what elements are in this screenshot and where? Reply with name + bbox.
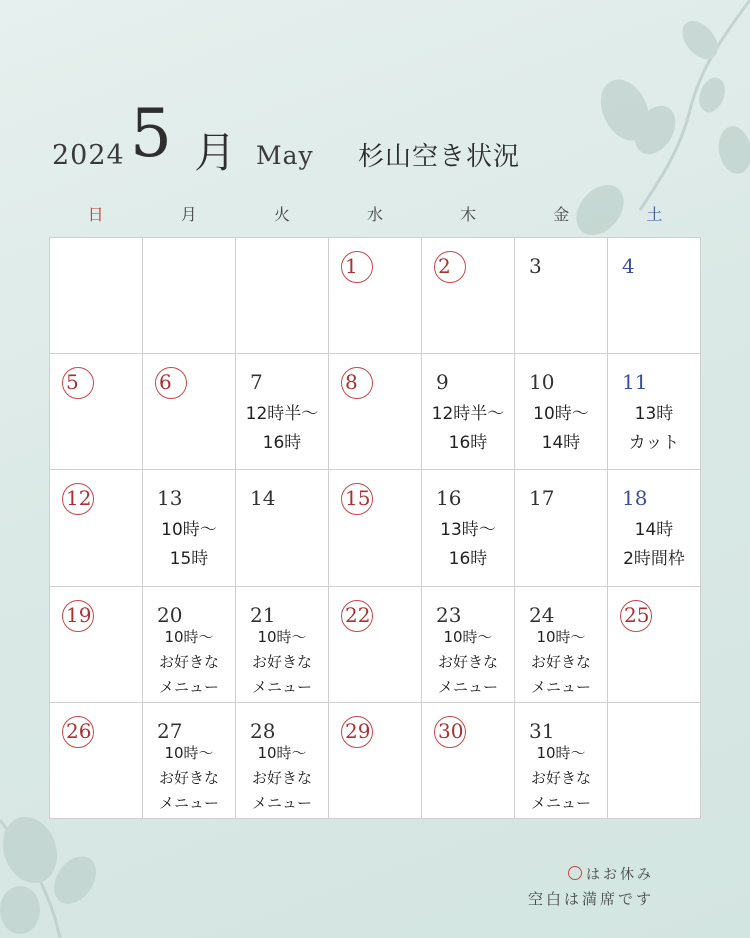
day-number-text: 11 <box>622 370 648 395</box>
day-number <box>436 252 464 280</box>
calendar-day-12 <box>50 470 143 586</box>
availability-note: 10時〜 お好きな メニュー <box>437 627 498 696</box>
page-title: 杉山空き状況 <box>358 142 521 172</box>
day-number <box>436 368 464 396</box>
calendar-day-4 <box>608 238 701 354</box>
day-number-text: 6 <box>159 370 172 395</box>
weekday-header-row <box>49 202 701 230</box>
calendar-day-14 <box>236 470 329 586</box>
day-number <box>157 368 185 396</box>
calendar-grid <box>49 237 701 819</box>
legend-full-text: 空白は満席です <box>527 890 654 908</box>
calendar-day-3 <box>515 238 608 354</box>
day-number <box>343 717 371 745</box>
day-number-text: 2 <box>438 254 451 278</box>
day-number-text: 13 <box>157 486 183 511</box>
availability-note: 10時〜 14時 <box>533 404 589 454</box>
calendar-empty-cell <box>50 238 143 354</box>
day-number-text: 27 <box>157 718 183 743</box>
day-number-text: 19 <box>66 602 92 627</box>
day-number <box>64 368 92 396</box>
day-number <box>622 252 650 280</box>
availability-note: 10時〜 お好きな メニュー <box>251 743 312 812</box>
day-number <box>622 484 650 512</box>
day-number <box>64 484 92 512</box>
day-number-text: 22 <box>345 602 371 627</box>
calendar-day-2 <box>422 238 515 354</box>
weekday-wed: 水 <box>366 205 383 224</box>
day-number-text: 3 <box>529 254 542 278</box>
calendar-day-22 <box>329 587 422 703</box>
calendar-day-23 <box>422 587 515 703</box>
day-number-text: 10 <box>529 370 555 395</box>
availability-note: 13時〜 16時 <box>440 520 496 570</box>
calendar-day-18 <box>608 470 701 586</box>
calendar-empty-cell <box>236 238 329 354</box>
day-number <box>529 252 557 280</box>
day-number-text: 7 <box>250 370 263 395</box>
calendar-day-6 <box>143 354 236 470</box>
month-kanji: 月 <box>194 128 237 177</box>
month-number: 5 <box>130 95 172 172</box>
weekday-thu: 木 <box>460 205 477 224</box>
calendar-day-11 <box>608 354 701 470</box>
calendar-day-19 <box>50 587 143 703</box>
day-number <box>436 484 464 512</box>
legend-holiday <box>528 864 654 884</box>
year-label: 2024 <box>52 140 125 171</box>
weekday-mon: 月 <box>180 205 197 224</box>
day-number-text: 29 <box>345 718 371 743</box>
availability-note: 10時〜 お好きな メニュー <box>251 627 312 696</box>
day-number-text: 28 <box>250 718 276 743</box>
calendar-day-20 <box>143 587 236 703</box>
calendar-day-24 <box>515 587 608 703</box>
calendar-day-30 <box>422 703 515 819</box>
day-number <box>622 601 650 629</box>
calendar-day-26 <box>50 703 143 819</box>
day-number <box>64 601 92 629</box>
calendar-day-16 <box>422 470 515 586</box>
legend <box>528 864 654 909</box>
calendar-day-13 <box>143 470 236 586</box>
calendar-day-29 <box>329 703 422 819</box>
day-number-text: 26 <box>66 718 92 743</box>
day-number-text: 21 <box>250 602 276 627</box>
calendar-day-25 <box>608 587 701 703</box>
day-number <box>343 368 371 396</box>
day-number-text: 25 <box>624 602 650 627</box>
day-number <box>343 252 371 280</box>
calendar-day-8 <box>329 354 422 470</box>
day-number <box>64 717 92 745</box>
weekday-fri: 金 <box>553 205 570 224</box>
day-number-text: 23 <box>436 602 462 627</box>
day-number-text: 24 <box>529 602 555 627</box>
weekday-sun: 日 <box>87 205 104 224</box>
availability-note: 12時半〜 16時 <box>245 404 319 454</box>
availability-note: 12時半〜 16時 <box>431 404 505 454</box>
day-number-text: 18 <box>622 486 648 511</box>
day-number <box>529 484 557 512</box>
calendar-day-7 <box>236 354 329 470</box>
calendar-day-31 <box>515 703 608 819</box>
calendar-day-28 <box>236 703 329 819</box>
availability-note: 10時〜 お好きな メニュー <box>158 743 219 812</box>
calendar-day-5 <box>50 354 143 470</box>
availability-note: 10時〜 お好きな メニュー <box>158 627 219 696</box>
day-number <box>343 484 371 512</box>
day-number-text: 8 <box>345 370 358 395</box>
availability-note: 10時〜 お好きな メニュー <box>530 743 591 812</box>
calendar-empty-cell <box>608 703 701 819</box>
legend-holiday-text: はお休み <box>586 867 654 883</box>
calendar-day-27 <box>143 703 236 819</box>
calendar-day-9 <box>422 354 515 470</box>
day-number-text: 1 <box>345 254 358 278</box>
day-number-text: 12 <box>66 486 92 511</box>
availability-note: 10時〜 お好きな メニュー <box>530 627 591 696</box>
day-number <box>250 368 278 396</box>
holiday-circle-icon <box>568 866 582 880</box>
availability-note: 13時 カット <box>628 404 680 454</box>
weekday-sat: 土 <box>646 205 663 224</box>
day-number-text: 9 <box>436 370 449 395</box>
calendar-header <box>0 0 750 200</box>
calendar-day-1 <box>329 238 422 354</box>
weekday-tue: 火 <box>273 205 290 224</box>
day-number-text: 16 <box>436 486 462 511</box>
day-number-text: 5 <box>66 370 79 395</box>
day-number <box>157 484 185 512</box>
day-number-text: 17 <box>529 486 555 511</box>
day-number <box>250 484 278 512</box>
day-number-text: 20 <box>157 602 183 627</box>
day-number-text: 15 <box>345 486 371 511</box>
month-english: May <box>256 141 314 170</box>
calendar-day-21 <box>236 587 329 703</box>
day-number-text: 30 <box>438 718 464 743</box>
calendar-day-15 <box>329 470 422 586</box>
availability-note: 10時〜 15時 <box>161 520 217 570</box>
day-number <box>436 717 464 745</box>
calendar-day-10 <box>515 354 608 470</box>
day-number <box>343 601 371 629</box>
day-number <box>529 368 557 396</box>
day-number-text: 4 <box>622 254 635 278</box>
day-number-text: 14 <box>250 486 276 511</box>
day-number-text: 31 <box>529 718 555 743</box>
day-number <box>622 368 650 396</box>
availability-note: 14時 2時間枠 <box>623 520 685 570</box>
calendar-day-17 <box>515 470 608 586</box>
calendar-empty-cell <box>143 238 236 354</box>
